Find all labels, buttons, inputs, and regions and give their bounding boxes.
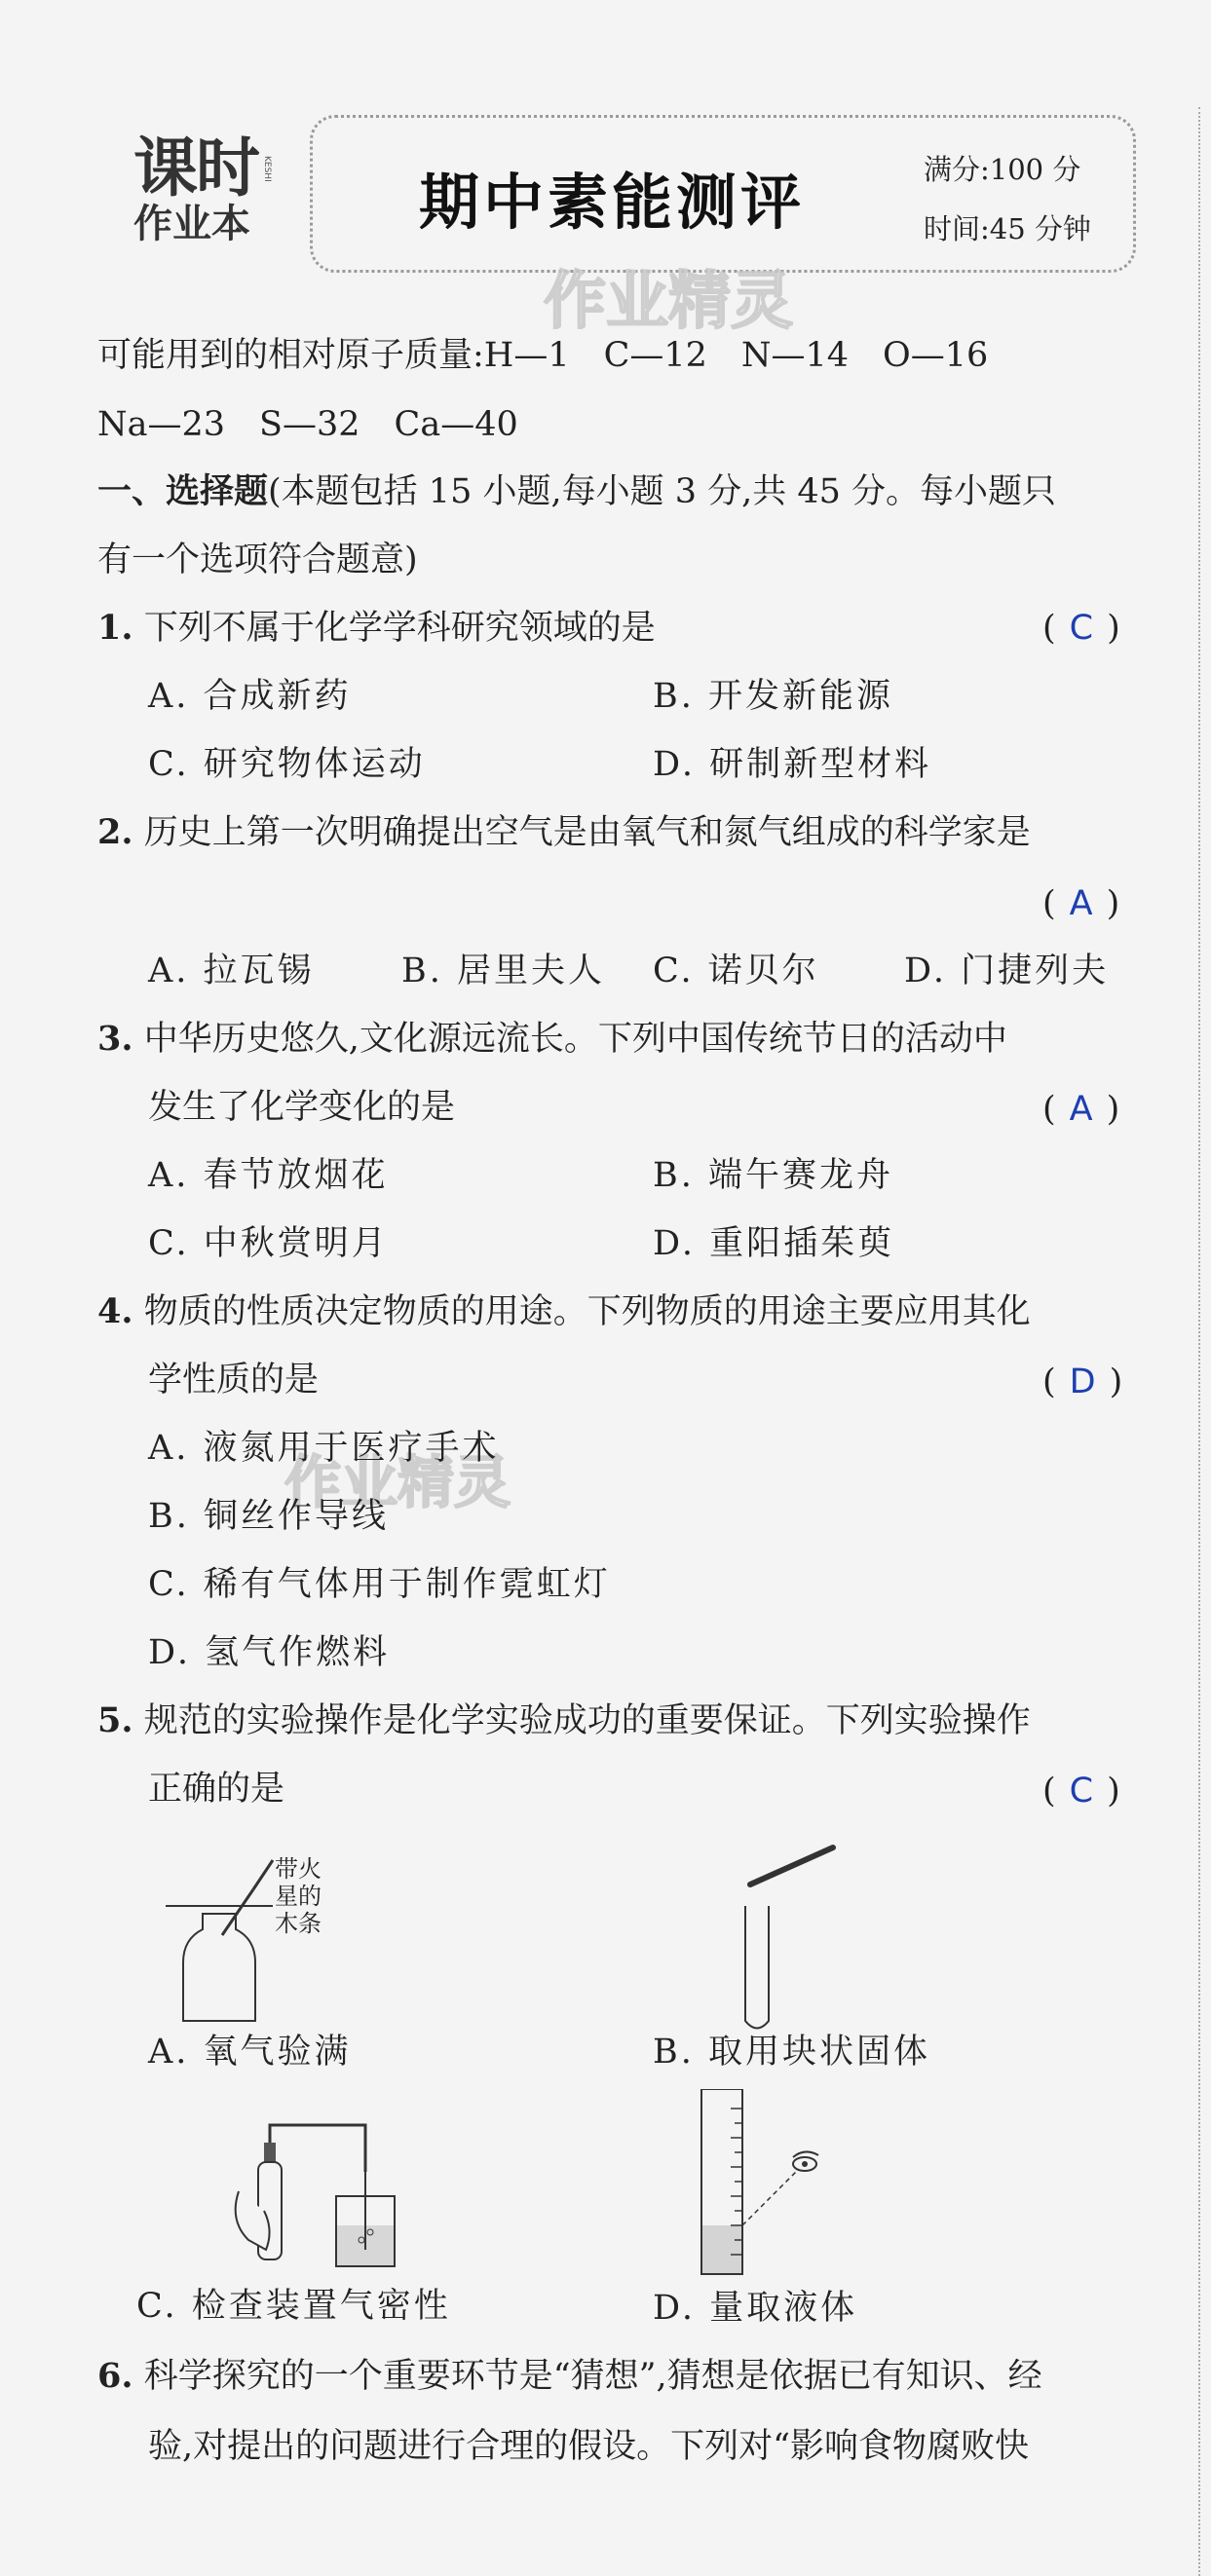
figure-b-solid-sampling xyxy=(721,1836,877,2031)
question-stem-cont: 验,对提出的问题进行合理的假设。下列对“影响食物腐败快 xyxy=(148,2427,1030,2466)
figure-label-line2: 星的 xyxy=(275,1883,322,1910)
section-desc2: 有一个选项符合题意) xyxy=(97,541,418,579)
question-stem: 物质的性质决定物质的用途。下列物质的用途主要应用其化 xyxy=(143,1292,1031,1331)
section-heading xyxy=(97,472,1056,511)
full-score: 满分:100 分 xyxy=(924,153,1081,186)
paren: ( xyxy=(1042,1772,1056,1811)
option: D. 门捷列夫 xyxy=(904,952,1110,990)
watermark: 作业精灵 xyxy=(544,266,793,338)
question-number: 2. xyxy=(97,812,133,852)
paren: ( xyxy=(1042,609,1056,648)
question-number: 1. xyxy=(97,608,133,648)
option: D. 氢气作燃料 xyxy=(148,1633,391,1672)
option: A. 春节放烟花 xyxy=(148,1156,389,1195)
answer-letter: C xyxy=(1069,1772,1094,1811)
option: B. 端午赛龙舟 xyxy=(653,1156,893,1195)
option: B. 开发新能源 xyxy=(653,677,893,716)
paren: ) xyxy=(1109,1363,1123,1401)
option: D. 研制新型材料 xyxy=(653,745,932,784)
paren: ) xyxy=(1106,1090,1120,1129)
answer-5 xyxy=(1042,1772,1120,1811)
paren: ( xyxy=(1042,1363,1056,1401)
paren: ( xyxy=(1042,1090,1056,1129)
option: D. 重阳插茱萸 xyxy=(653,1224,895,1263)
figure-label-line3: 木条 xyxy=(275,1910,322,1937)
logo-line1: 课时 xyxy=(133,131,258,205)
time-limit: 时间:45 分钟 xyxy=(924,212,1091,245)
option: A. 拉瓦锡 xyxy=(148,952,315,990)
answer-letter: A xyxy=(1069,884,1093,923)
question-number: 6. xyxy=(97,2356,133,2396)
answer-letter: D xyxy=(1069,1363,1096,1401)
paren: ) xyxy=(1107,1772,1120,1811)
paren: ( xyxy=(1042,884,1056,923)
question-6 xyxy=(97,2357,1042,2396)
option: A. 氧气验满 xyxy=(148,2033,352,2072)
logo-tiny: KESHI xyxy=(262,156,272,182)
question-stem: 历史上第一次明确提出空气是由氧气和氮气组成的科学家是 xyxy=(143,813,1031,852)
paren: ) xyxy=(1106,884,1120,923)
question-stem: 规范的实验操作是化学实验成功的重要保证。下列实验操作 xyxy=(143,1701,1031,1740)
margin-rule xyxy=(1198,107,1200,2576)
question-5 xyxy=(97,1701,1031,1740)
question-stem: 科学探究的一个重要环节是“猜想”,猜想是依据已有知识、经 xyxy=(143,2357,1042,2396)
option: A. 液氮用于医疗手术 xyxy=(148,1429,500,1468)
option: B. 取用块状固体 xyxy=(653,2033,930,2072)
option: C. 中秋赏明月 xyxy=(148,1224,389,1263)
question-1 xyxy=(97,609,656,648)
answer-2 xyxy=(1042,884,1119,923)
question-number: 4. xyxy=(97,1291,133,1331)
option: D. 量取液体 xyxy=(653,2289,858,2328)
answer-1 xyxy=(1042,609,1120,648)
question-stem-cont: 正确的是 xyxy=(148,1770,285,1809)
question-stem: 下列不属于化学学科研究领域的是 xyxy=(143,609,656,648)
answer-letter: A xyxy=(1069,1090,1093,1129)
figure-c-airtightness xyxy=(209,2113,404,2284)
answer-3 xyxy=(1042,1090,1119,1129)
question-number: 3. xyxy=(97,1019,133,1059)
section-desc1: (本题包括 15 小题,每小题 3 分,共 45 分。每小题只 xyxy=(268,472,1057,511)
paren: ) xyxy=(1107,609,1120,648)
watermark: 作业精灵 xyxy=(284,1449,511,1515)
page-title: 期中素能测评 xyxy=(419,167,806,238)
question-3 xyxy=(97,1020,1007,1059)
option: B. 铜丝作导线 xyxy=(148,1497,389,1536)
option: A. 合成新药 xyxy=(148,677,352,716)
figure-a-oxygen-test xyxy=(166,1855,341,2031)
answer-letter: C xyxy=(1069,609,1094,648)
question-stem-cont: 发生了化学变化的是 xyxy=(148,1088,456,1127)
atomic-mass-line2: Na—23 S—32 Ca—40 xyxy=(97,405,518,444)
option: C. 稀有气体用于制作霓虹灯 xyxy=(148,1565,611,1604)
section-title: 一、选择题 xyxy=(97,471,269,511)
logo-line2: 作业本 xyxy=(133,202,250,246)
question-2 xyxy=(97,813,1031,852)
option: C. 诺贝尔 xyxy=(653,952,819,990)
question-stem-cont: 学性质的是 xyxy=(148,1361,320,1400)
logo xyxy=(133,131,280,253)
question-4 xyxy=(97,1292,1031,1331)
option: C. 检查装置气密性 xyxy=(136,2287,451,2326)
option: B. 居里夫人 xyxy=(401,952,605,990)
answer-4 xyxy=(1042,1363,1122,1401)
question-stem: 中华历史悠久,文化源远流长。下列中国传统节日的活动中 xyxy=(143,1020,1007,1059)
atomic-mass-line1: 可能用到的相对原子质量:H—1 C—12 N—14 O—16 xyxy=(97,336,989,375)
figure-d-measure-liquid xyxy=(692,2089,857,2284)
question-number: 5. xyxy=(97,1700,133,1740)
option: C. 研究物体运动 xyxy=(148,745,426,784)
figure-label-line1: 带火 xyxy=(275,1855,322,1883)
